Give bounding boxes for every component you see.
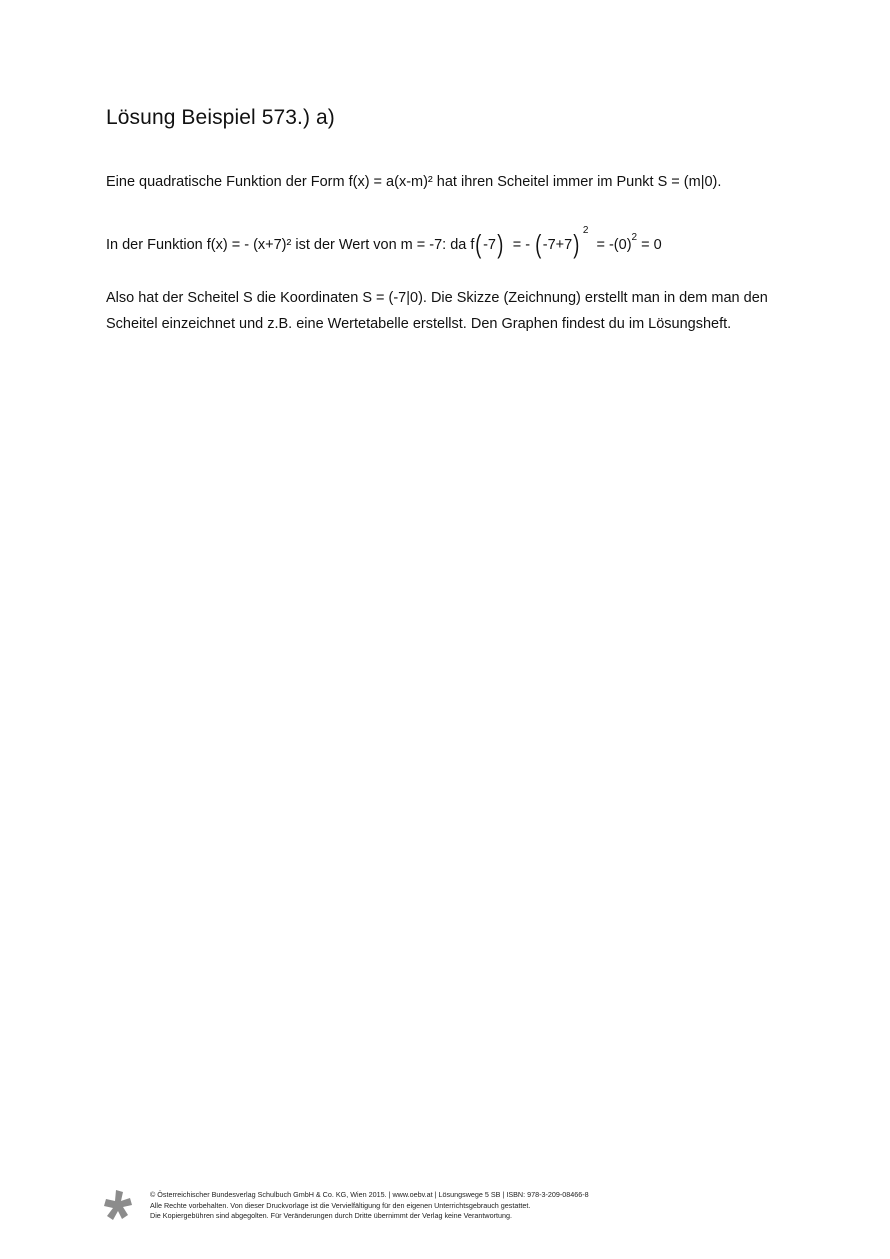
calc-arg: -7	[483, 237, 496, 253]
calc-eq2: = -(0)	[596, 237, 632, 253]
close-paren: )	[573, 229, 580, 259]
open-paren: (	[475, 229, 482, 259]
publisher-asterisk-logo-icon	[104, 1190, 134, 1220]
footer	[150, 1190, 589, 1222]
footer-disclaimer: Die Kopiergebühren sind abgegolten. Für Veränderungen durch Dritte übernimmt der Verlag keine Verantwortung.	[150, 1211, 512, 1220]
calc-intro: In der Funktion f(x) = - (x+7)² ist der Wert von m = -7: da f	[106, 237, 475, 253]
footer-rights: Alle Rechte vorbehalten. Von dieser Druckvorlage ist die Vervielfältigung für den eigenen Unterrichtsgebrauch gestattet.	[150, 1200, 531, 1210]
paragraph-calculation	[106, 225, 662, 259]
exponent: 2	[631, 232, 638, 243]
close-paren: )	[497, 229, 504, 259]
open-paren: (	[535, 229, 542, 259]
calc-eq1: = -	[512, 237, 531, 253]
paragraph-conclusion: Also hat der Scheitel S die Koordinaten S = (-7|0). Die Skizze (Zeichnung) erstellt man in dem man den Scheitel einzeichnet und z.B. eine Wertetabelle erstellst. Den Graphen findest du im Lösungsheft.	[106, 290, 768, 332]
exponent: 2	[582, 225, 589, 236]
footer-copyright: © Österreichischer Bundesverlag Schulbuch GmbH & Co. KG, Wien 2015. | www.oebv.at | Lösungswege 5 SB | ISBN: 978-3-209-08466-8	[150, 1190, 589, 1199]
calc-inner: -7+7	[542, 237, 573, 253]
calc-result: = 0	[641, 237, 662, 253]
paragraph-definition: Eine quadratische Funktion der Form f(x) = a(x-m)² hat ihren Scheitel immer im Punkt S = (m|0).	[106, 174, 722, 190]
page-title: Lösung Beispiel 573.) a)	[106, 106, 335, 129]
